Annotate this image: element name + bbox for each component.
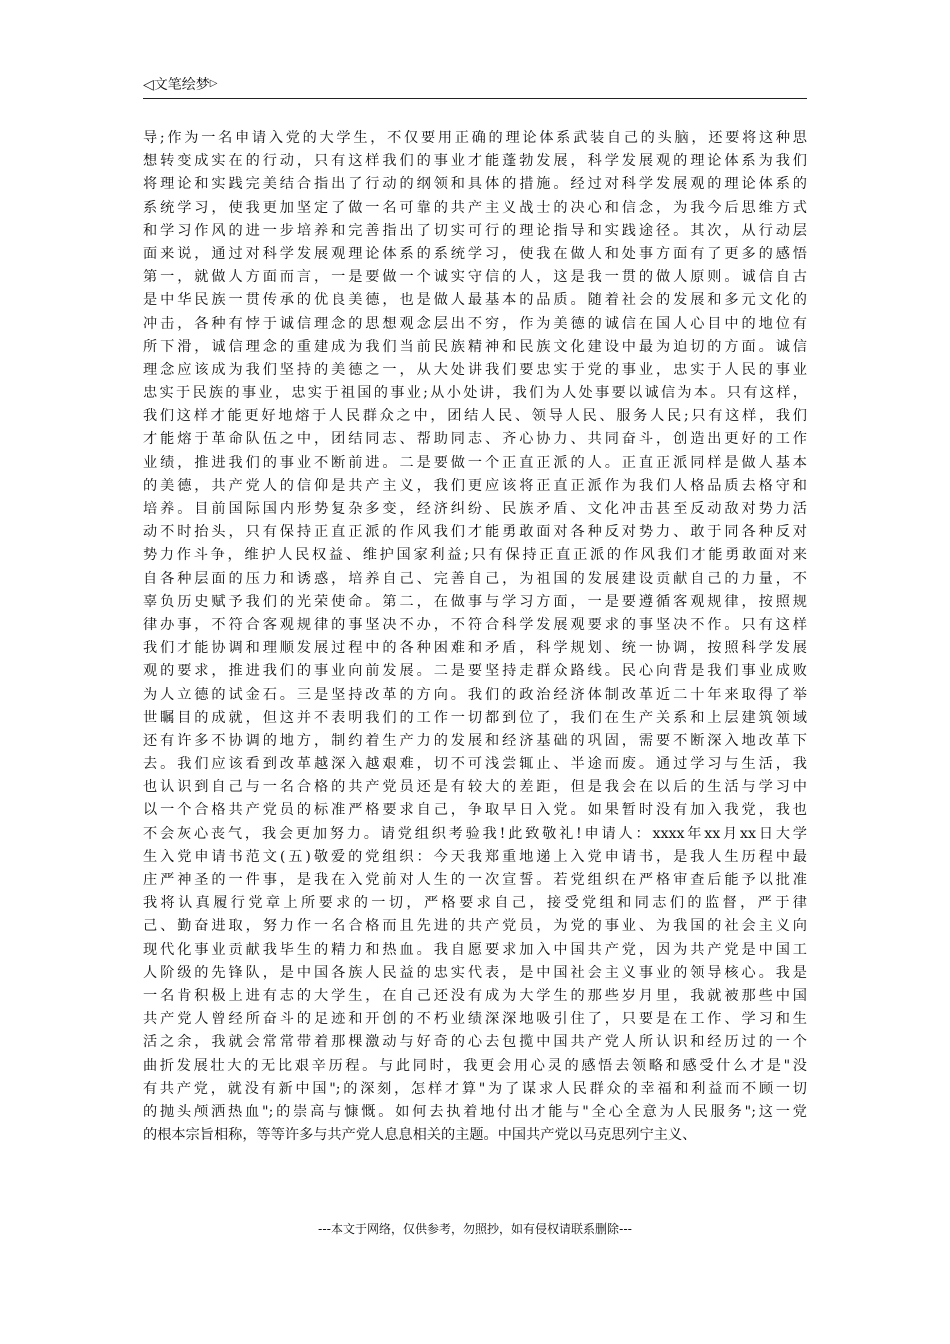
body-line: 是中华民族一贯传承的优良美德，也是做人最基本的品质。随着社会的发展和多元文化的 <box>143 292 807 309</box>
body-line: 己、勤奋进取，努力作一名合格而且先进的共产党员，为党的事业、为我国的社会主义向 <box>143 918 807 935</box>
page-header <box>143 72 807 99</box>
body-line: 所下滑，诚信理念的重建成为我们当前民族精神和民族文化建设中最为迫切的方面。诚信 <box>143 338 807 355</box>
body-line: 人阶级的先锋队，是中国各族人民益的忠实代表，是中国社会主义事业的领导核心。我是 <box>143 964 807 981</box>
body-line: 有共产党，就没有新中国";的深刻，怎样才算"为了谋求人民群众的幸福和利益而不顾一切 <box>143 1080 807 1097</box>
body-line: 势力作斗争，维护人民权益、维护国家利益;只有保持正直正派的作风我们才能勇敢面对来 <box>143 547 807 564</box>
body-line: 将理论和实践完美结合指出了行动的纲领和具体的措施。经过对科学发展观的理论体系的 <box>143 176 807 193</box>
left-triangle-icon: ◁ <box>143 77 154 93</box>
body-line: 生入党申请书范文(五)敬爱的党组织：今天我郑重地递上入党申请书，是我人生历程中最 <box>143 848 807 865</box>
body-line: 动不时抬头，只有保持正直正派的作风我们才能勇敢面对各种反对势力、敢于同各种反对 <box>143 524 807 541</box>
body-line: 一名肯积极上进有志的大学生，在自己还没有成为大学生的那些岁月里，我就被那些中国 <box>143 987 807 1004</box>
body-line: 曲折发展壮大的无比艰辛历程。与此同时，我更会用心灵的感悟去领略和感受什么才是"没 <box>143 1057 807 1074</box>
body-line: 的根本宗旨相称，等等许多与共产党人息息相关的主题。中国共产党以马克思列宁主义、 <box>143 1127 697 1144</box>
body-line: 为人立德的试金石。三是坚持改革的方向。我们的政治经济体制改革近二十年来取得了举 <box>143 686 807 703</box>
body-line: 律办事，不符合客观规律的事坚决不办，不符合科学发展观要求的事坚决不作。只有这样 <box>143 616 807 633</box>
body-line: 导;作为一名申请入党的大学生，不仅要用正确的理论体系武装自己的头脑，还要将这种思 <box>143 130 807 146</box>
body-line: 还有许多不协调的地方，制约着生产力的发展和经济基础的巩固，需要不断深入地改革下 <box>143 732 807 749</box>
body-line: 以一个合格共产党员的标准严格要求自己，争取早日入党。如果暂时没有加入我党，我也 <box>143 802 807 819</box>
body-line: 第一，就做人方面而言，一是要做一个诚实守信的人，这是我一贯的做人原则。诚信自古 <box>143 269 807 286</box>
body-line: 才能熔于革命队伍之中，团结同志、帮助同志、齐心协力、共同奋斗，创造出更好的工作 <box>143 431 807 448</box>
document-body <box>143 127 807 1147</box>
body-line: 我们才能协调和理顺发展过程中的各种困难和矛盾，科学规划、统一协调，按照科学发展 <box>143 640 807 657</box>
body-line: 活之余，我就会常常带着那棵激动与好奇的心去包揽中国共产党人所认识和经历过的一个 <box>143 1034 807 1051</box>
body-line: 自各种层面的压力和诱惑，培养自己、完善自己，为祖国的发展建设贡献自己的力量，不 <box>143 570 807 587</box>
body-line: 世瞩目的成就，但这并不表明我们的工作一切都到位了，我们在生产关系和上层建筑领域 <box>143 709 807 726</box>
right-triangle-icon: ▷ <box>209 78 218 89</box>
body-line: 也认识到自己与一名合格的共产党员还是有较大的差距，但是我会在以后的生活与学习中 <box>143 779 807 796</box>
body-line: 的美德，共产党人的信仰是共产主义，我们更应该将正直正派作为我们人格品质去格守和 <box>143 477 807 494</box>
page-footer: ---本文于网络，仅供参考，勿照抄，如有侵权请联系删除--- <box>318 1222 632 1236</box>
body-line: 观的要求，推进我们的事业向前发展。二是要坚持走群众路线。民心向背是我们事业成败 <box>143 663 807 680</box>
body-line: 不会灰心丧气，我会更加努力。请党组织考验我!此致敬礼!申请人：xxxx年xx月xx日大学 <box>143 825 807 842</box>
header-title-text: 文笔绘梦 <box>153 77 210 93</box>
body-line: 忠实于民族的事业，忠实于祖国的事业;从小处讲，我们为人处事要以诚信为本。只有这样， <box>143 385 807 402</box>
body-line: 辜负历史赋予我们的光荣使命。第二，在做事与学习方面，一是要遵循客观规律，按照规 <box>143 593 807 610</box>
body-line: 面来说，通过对科学发展观理论体系的系统学习，使我在做人和处事方面有了更多的感悟 <box>143 245 807 262</box>
body-line: 庄严神圣的一件事，是我在入党前对人生的一次宣誓。若党组织在严格审查后能予以批准 <box>143 872 807 888</box>
body-line: 培养。目前国际国内形势复杂多变，经济纠纷、民族矛盾、文化冲击甚至反动敌对势力活 <box>143 501 807 517</box>
header-title <box>143 74 217 94</box>
body-line: 业绩，推进我们的事业不断前进。二是要做一个正直正派的人。正直正派同样是做人基本 <box>143 454 807 471</box>
body-line: 我们这样才能更好地熔于人民群众之中，团结人民、领导人民、服务人民;只有这样，我们 <box>143 408 807 425</box>
body-line: 冲击，各种有悖于诚信理念的思想观念层出不穷，作为美德的诚信在国人心目中的地位有 <box>143 315 807 332</box>
body-line: 理念应该成为我们坚持的美德之一，从大处讲我们要忠实于党的事业，忠实于人民的事业 <box>143 361 807 378</box>
body-line: 的抛头颅洒热血";的崇高与慷慨。如何去执着地付出才能与"全心全意为人民服务";这一党 <box>143 1103 807 1120</box>
body-line: 现代化事业贡献我毕生的精力和热血。我自愿要求加入中国共产党，因为共产党是中国工 <box>143 941 807 958</box>
body-line: 去。我们应该看到改革越深入越艰难，切不可浅尝辄止、半途而废。通过学习与生活，我 <box>143 756 807 773</box>
body-line: 我将认真履行党章上所要求的一切，严格要求自己，接受党组和同志们的监督，严于律 <box>143 895 807 912</box>
body-line: 系统学习，使我更加坚定了做一名可靠的共产主义战士的决心和信念，为我今后思维方式 <box>143 199 807 216</box>
body-line: 共产党人曾经所奋斗的足迹和开创的不朽业绩深深地吸引住了，只要是在工作、学习和生 <box>143 1011 807 1028</box>
body-line: 想转变成实在的行动，只有这样我们的事业才能蓬勃发展，科学发展观的理论体系为我们 <box>143 153 807 170</box>
body-line: 和学习作风的进一步培养和完善指出了切实可行的理论指导和实践途径。其次，从行动层 <box>143 222 807 239</box>
